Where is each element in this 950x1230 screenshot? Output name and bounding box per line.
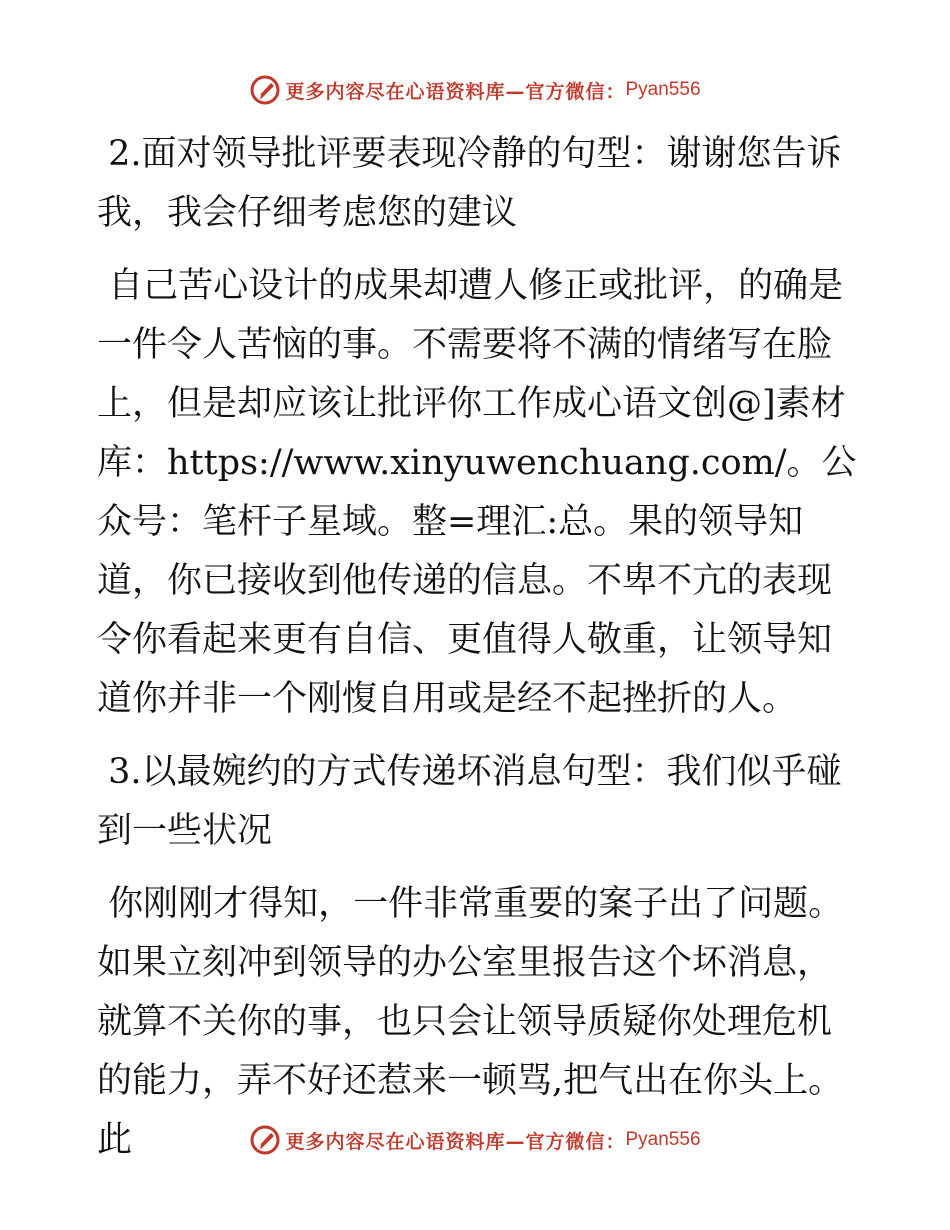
footer-banner: [0, 1120, 950, 1160]
paragraph-1: 自己苦心设计的成果却遭人修正或批评，的确是一件令人苦恼的事。不需要将不满的情绪写在脸上，但是却应该让批评你工作成心语文创@]素材库：https://www.xinyuwenchuang.com/。公众号：笔杆子星域。整=理汇:总。果的领导知道，你已接收到他传递的信息。不卑不亢的表现令你看起来更有自信、更值得人敬重，让领导知道你并非一个刚愎自用或是经不起挫折的人。: [97, 266, 857, 719]
paragraph-2: 你刚刚才得知，一件非常重要的案子出了问题。如果立刻冲到领导的办公室里报告这个坏消息，就算不关你的事，也只会让领导质疑你处理危机的能力，弄不好还惹来一顿骂,把气出在你头上。此: [97, 884, 844, 1160]
banner-wechat-id: Pyan556: [625, 1129, 701, 1150]
banner-text: 更多内容尽在心语资料库—官方微信：: [285, 1130, 626, 1153]
heading-3: 3.以最婉约的方式传递坏消息句型：我们似乎碰到一些状况: [97, 752, 842, 851]
banner-wechat-id: Pyan556: [625, 79, 701, 100]
pen-circle-logo-icon: [249, 74, 281, 106]
banner-text: 更多内容尽在心语资料库—官方微信：: [285, 80, 626, 103]
header-banner: [0, 70, 950, 110]
document-body: [97, 125, 857, 1170]
heading-2: 2.面对领导批评要表现冷静的句型：谢谢您告诉我，我会仔细考虑您的建议: [97, 134, 842, 233]
pen-circle-logo-icon: [249, 1124, 281, 1156]
